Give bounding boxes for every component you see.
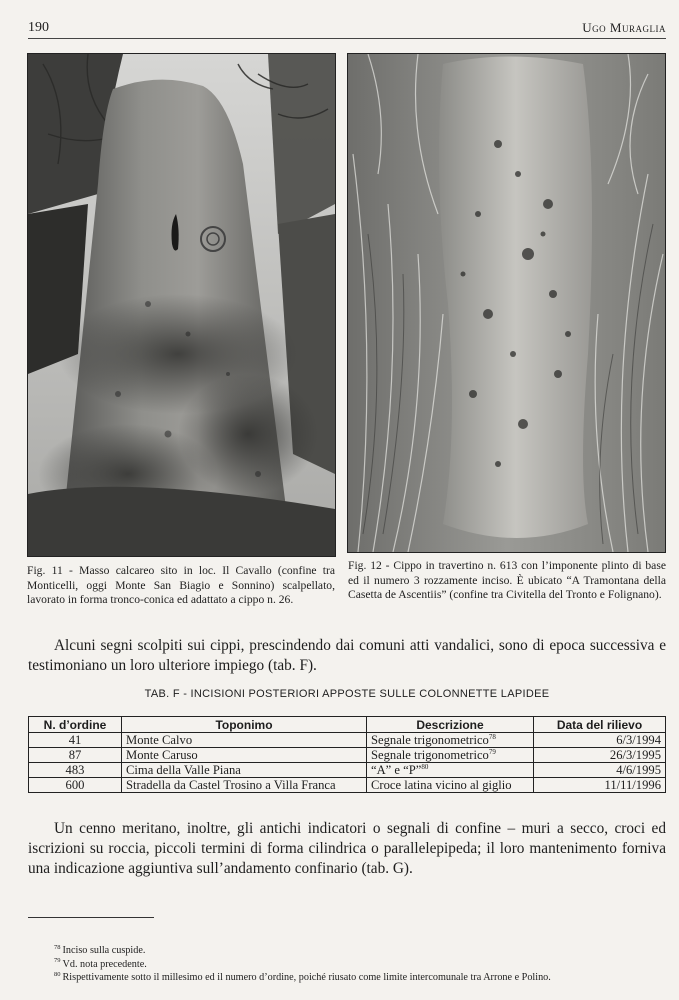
- footnote-79: $^{79}$ Vd. nota precedente.: [54, 957, 147, 970]
- table-row: [29, 748, 666, 763]
- cell-number: 87: [29, 748, 122, 763]
- body-paragraph-1: [28, 636, 666, 676]
- body-paragraph-2: [28, 819, 666, 879]
- col-header-number: N. d’ordine: [29, 717, 122, 733]
- table-row: [29, 778, 666, 793]
- paragraph-1-text: Alcuni segni scolpiti sui cippi, prescindendo dai comuni atti vandalici, sono di epoca successiva e testimoniano un loro ulteriore impiego (tab. F).: [28, 637, 666, 674]
- cell-description: Croce latina vicino al giglio: [367, 778, 534, 793]
- cell-description: Segnale trigonometrico$^{78}$: [367, 733, 534, 748]
- table-title: TAB. F - INCISIONI POSTERIORI APPOSTE SULLE COLONNETTE LAPIDEE: [144, 688, 550, 700]
- limestone-boulder-image: [28, 54, 335, 556]
- figure-11-photo: [27, 53, 336, 557]
- cell-number: 483: [29, 763, 122, 778]
- cell-number: 600: [29, 778, 122, 793]
- cell-toponym: Monte Calvo: [122, 733, 367, 748]
- cell-description: Segnale trigonometrico$^{79}$: [367, 748, 534, 763]
- table-header-row: [29, 717, 666, 733]
- running-author: Ugo Muraglia: [582, 20, 666, 35]
- col-header-toponym: Toponimo: [122, 717, 367, 733]
- cell-date: 11/11/1996: [534, 778, 666, 793]
- cell-number: 41: [29, 733, 122, 748]
- footnotes: [54, 944, 674, 985]
- cell-date: 6/3/1994: [534, 733, 666, 748]
- footnote-separator: [28, 917, 154, 918]
- page-header: [28, 20, 666, 39]
- figure-11-caption: Fig. 11 - Masso calcareo sito in loc. Il Cavallo (confine tra Monticelli, oggi Monte San Biagio e Sonnino) scalpellato, lavorato in forma tronco-conica ed adattato a cippo n. 26.: [27, 564, 335, 606]
- cell-toponym: Stradella da Castel Trosino a Villa Franca: [122, 778, 367, 793]
- table-f: [28, 716, 666, 793]
- col-header-description: Descrizione: [367, 717, 534, 733]
- footnote-78: $^{78}$ Inciso sulla cuspide.: [54, 943, 146, 956]
- cell-date: 4/6/1995: [534, 763, 666, 778]
- footnote-ref: 80: [421, 762, 429, 771]
- page-number: 190: [28, 20, 49, 35]
- cell-date: 26/3/1995: [534, 748, 666, 763]
- travertine-marker-image: [348, 54, 665, 552]
- col-header-date: Data del rilievo: [534, 717, 666, 733]
- paragraph-2-text: Un cenno meritano, inoltre, gli antichi indicatori o segnali di confine – muri a secco, croci ed iscrizioni su roccia, piccoli termini di forma cilindrica o parallelepipeda; il loro mantenimento forniva una indicazione aggiuntiva sull’andamento confinario (tab. G).: [28, 820, 666, 877]
- figure-12-photo: [347, 53, 666, 553]
- footnote-ref: 79: [488, 747, 496, 756]
- cell-description: “A” e “P”$^{80}$: [367, 763, 534, 778]
- footnote-80: $^{80}$ Rispettivamente sotto il millesimo ed il numero d’ordine, poiché riusato come limite intercomunale tra Arrone e Polino.: [54, 970, 551, 984]
- figure-12-caption: Fig. 12 - Cippo in travertino n. 613 con l’imponente plinto di base ed il numero 3 rozzamente inciso. È ubicato “A Tramontana della Casetta de Ascentiis” (confine tra Civitella del Tronto e Folignano).: [348, 559, 666, 601]
- cell-toponym: Cima della Valle Piana: [122, 763, 367, 778]
- table-row: [29, 733, 666, 748]
- cell-toponym: Monte Caruso: [122, 748, 367, 763]
- table-row: [29, 763, 666, 778]
- footnote-ref: 78: [488, 732, 496, 741]
